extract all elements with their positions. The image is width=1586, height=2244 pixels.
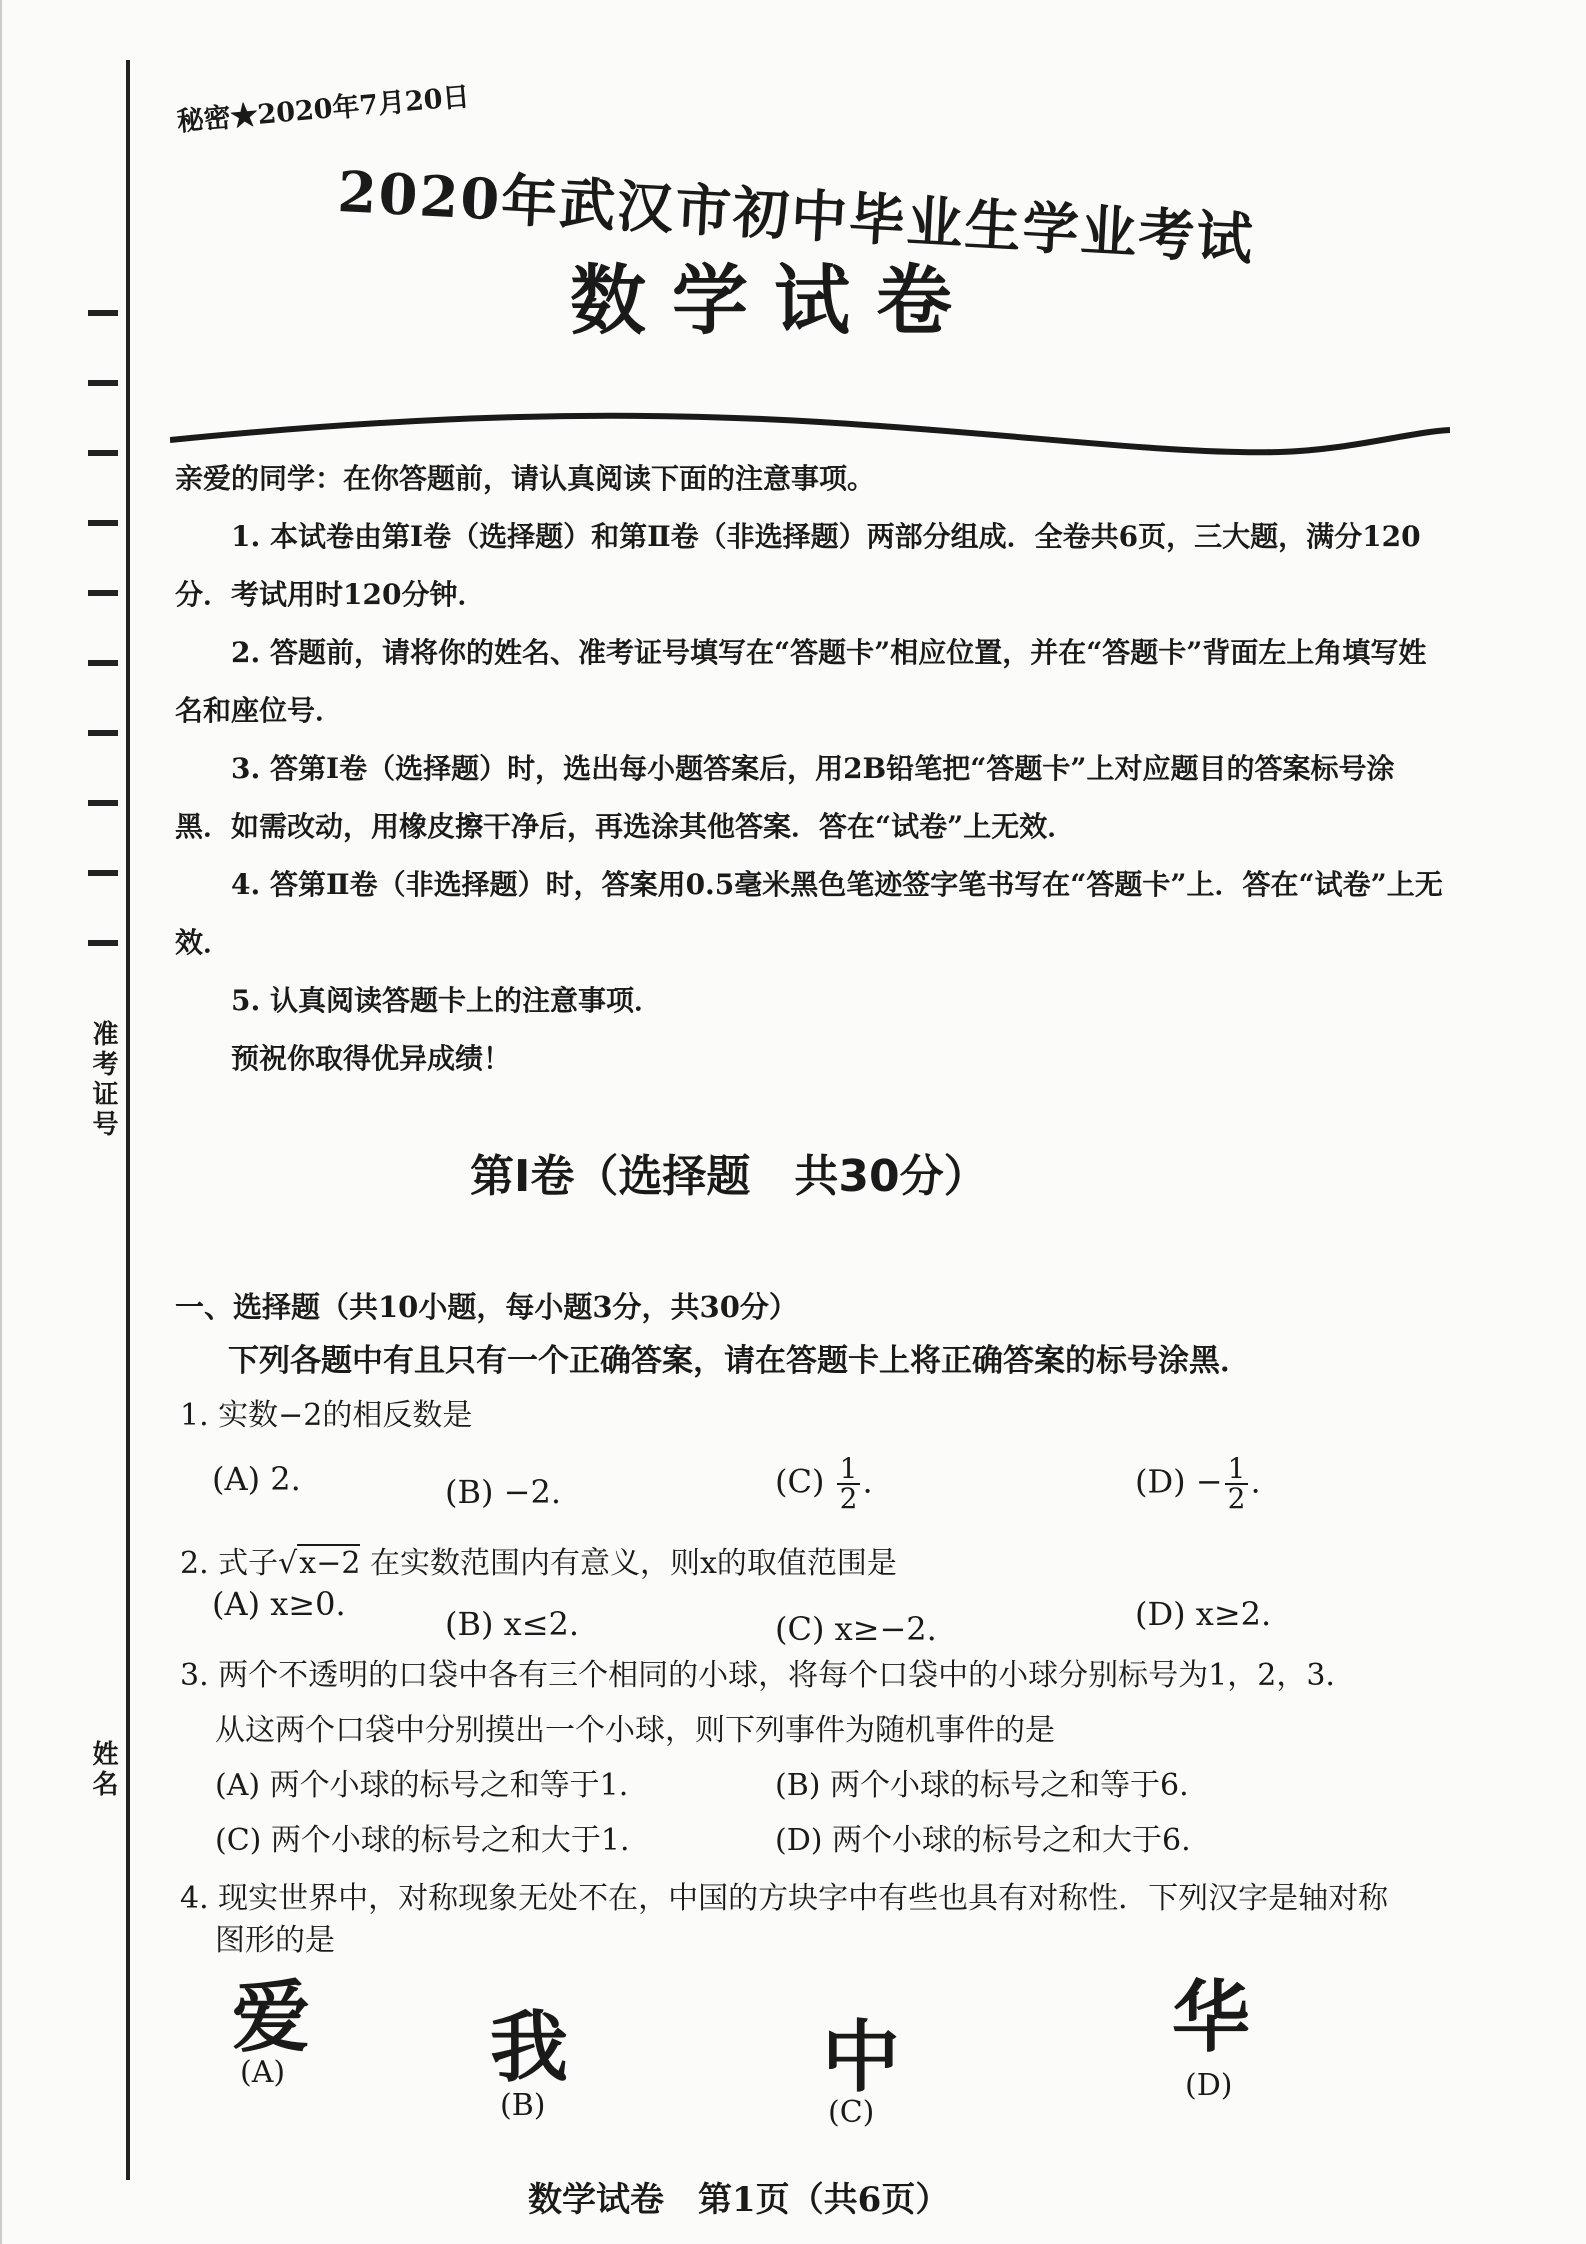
notice-item: 5. 认真阅读答题卡上的注意事项． [231,984,662,1017]
q1-option-d-label: (D) [1135,1462,1186,1501]
binding-marks [88,310,122,1000]
q4-option-d-label: (D) [1185,2068,1233,2103]
notice-item: 4. 答第Ⅱ卷（非选择题）时，答案用0.5毫米黑色笔迹签字笔书写在“答题卡”上．答在“试卷”上无效． [175,868,1443,959]
q4-option-d-char: 华 [1172,1973,1251,2063]
q4-stem-line2: 图形的是 [215,1923,335,1958]
q3-option-a: (A) 两个小球的标号之和等于1. [215,1768,629,1803]
section-title: 一、选择题（共10小题，每小题3分，共30分） [175,1290,798,1324]
q1-option-a: (A) 2. [212,1460,301,1498]
page-footer: 数学试卷 第1页（共6页） [528,2180,950,2220]
binding-line [126,60,130,2180]
q1-option-c-fraction: $\frac{1}{2}$ [837,1455,861,1513]
secret-date: 秘密★2020年7月20日 [175,81,471,138]
q1-option-b-label: (B) [445,1473,494,1511]
q4-option-c-char: 中 [822,2013,901,2103]
notice-item: 2. 答题前，请将你的姓名、准考证号填写在“答题卡”相应位置，并在“答题卡”背面左上角填写姓名和座位号． [175,636,1427,727]
q3-option-d: (D) 两个小球的标号之和大于6. [775,1823,1191,1858]
q3-stem-line2: 从这两个口袋中分别摸出一个小球，则下列事件为随机事件的是 [215,1713,1055,1748]
q2-option-c: (C) x≥−2. [775,1610,937,1648]
q1-option-c-label: (C) [775,1462,825,1501]
exam-title: 2020年武汉市初中毕业生学业考试 [335,158,1257,273]
margin-label-name: 姓名 [88,1740,118,1800]
notice-item: 1. 本试卷由第Ⅰ卷（选择题）和第Ⅱ卷（非选择题）两部分组成．全卷共6页，三大题，满分120分．考试用时120分钟． [175,520,1421,611]
q1-option-b [445,1473,561,1511]
notice-block [175,450,1445,1088]
q1-option-d-fraction: $\frac{1}{2}$ [1225,1455,1249,1513]
notice-closing: 预祝你取得优异成绩！ [231,1042,512,1075]
q2-radical: x−2 [299,1546,361,1581]
paper-title: 数学试卷 [570,256,978,345]
q2-stem: 2. 式子√x−2 在实数范围内有意义，则x的取值范围是 [180,1546,897,1581]
notice-item: 3. 答第Ⅰ卷（选择题）时，选出每小题答案后，用2B铅笔把“答题卡”上对应题目的答案标号涂黑．如需改动，用橡皮擦干净后，再选涂其他答案．答在“试卷”上无效． [175,752,1395,843]
q3-option-b: (B) 两个小球的标号之和等于6. [775,1768,1189,1803]
section-instruction: 下列各题中有且只有一个正确答案，请在答题卡上将正确答案的标号涂黑． [228,1343,1251,1379]
q4-option-a-label: (A) [240,2055,286,2090]
q2-option-b: (B) x≤2. [445,1605,580,1643]
q1-stem: 1. 实数−2的相反数是 [180,1398,473,1433]
margin-label-exam-no: 准考证号 [88,1020,118,1140]
part1-title: 第Ⅰ卷（选择题 共30分） [470,1151,988,1202]
notice-greeting: 亲爱的同学：在你答题前，请认真阅读下面的注意事项。 [175,462,876,495]
q4-option-b-char: 我 [490,2003,569,2093]
q1-option-c: (C) $\frac{1}{2}$ . [775,1452,873,1515]
q4-option-a-char: 爱 [232,1973,311,2063]
q2-option-d: (D) x≥2. [1135,1595,1272,1633]
q4-option-c-label: (C) [828,2095,875,2130]
q3-stem-line1: 3. 两个不透明的口袋中各有三个相同的小球，将每个口袋中的小球分别标号为1，2，3. [180,1658,1335,1693]
q1-option-d: (D) − $\frac{1}{2}$ . [1135,1452,1261,1515]
q2-option-a: (A) x≥0. [212,1585,346,1623]
q4-option-b-label: (B) [500,2088,546,2123]
q3-option-c: (C) 两个小球的标号之和大于1. [215,1823,630,1858]
q4-stem-line1: 4. 现实世界中，对称现象无处不在，中国的方块字中有些也具有对称性．下列汉字是轴对称 [180,1881,1389,1916]
left-edge [0,0,2,2244]
q1-option-b-value: −2. [503,1473,561,1511]
